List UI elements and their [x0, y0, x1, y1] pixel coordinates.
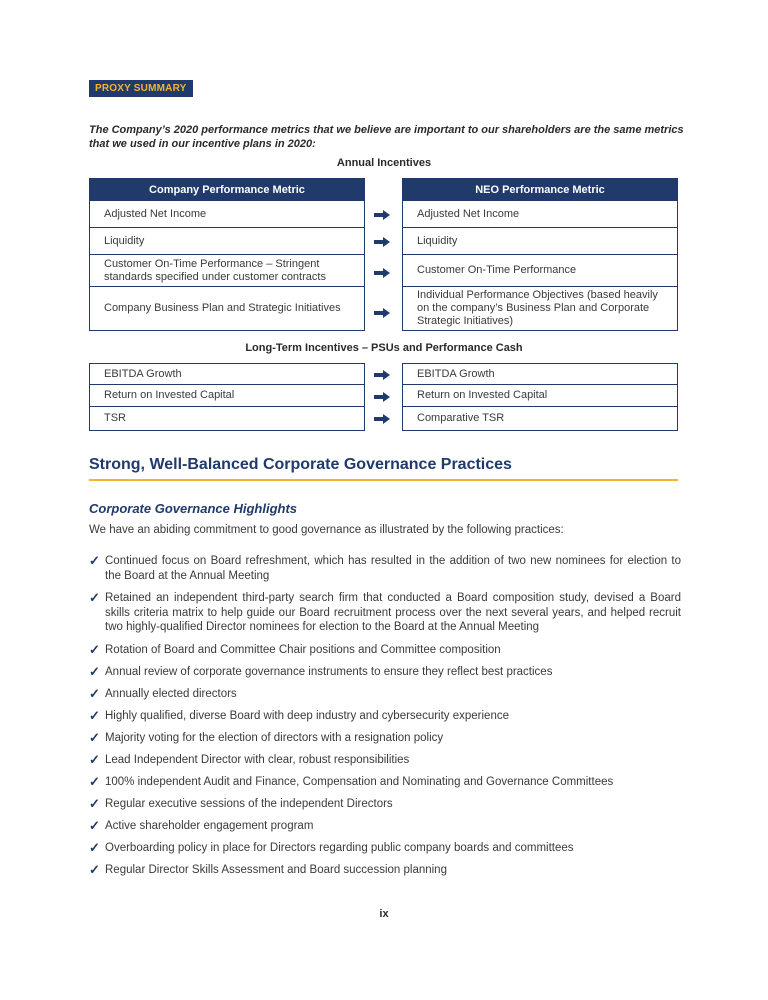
list-item [89, 554, 681, 583]
list-item-text: Rotation of Board and Committee Chair positions and Committee composition [105, 643, 501, 656]
company-metric-header: Company Performance Metric [89, 178, 365, 201]
long-term-company-cell: TSR [89, 407, 365, 431]
right-arrow-icon [374, 414, 390, 424]
list-item-text: Annually elected directors [105, 687, 237, 700]
list-item [89, 753, 681, 768]
checkmark-icon: ✓ [89, 641, 100, 657]
list-item-text: Regular Director Skills Assessment and Board succession planning [105, 863, 447, 876]
company-metric-cell: Company Business Plan and Strategic Initiatives [89, 287, 365, 331]
long-term-company-column [89, 363, 365, 431]
checkmark-icon: ✓ [89, 663, 100, 679]
list-item-text: Annual review of corporate governance instruments to ensure they reflect best practices [105, 665, 553, 678]
company-metric-column [89, 178, 365, 331]
annual-incentives-title: Annual Incentives [336, 157, 432, 169]
list-item-text: Highly qualified, diverse Board with deep industry and cybersecurity experience [105, 709, 509, 722]
checkmark-icon: ✓ [89, 553, 100, 568]
list-item-text: Continued focus on Board refreshment, which has resulted in the addition of two new nominees for election to the Board at the Annual Meeting [105, 555, 681, 582]
right-arrow-icon [374, 210, 390, 220]
long-term-company-cell: EBITDA Growth [89, 363, 365, 385]
list-item-text: Retained an independent third-party search firm that conducted a Board composition study, devised a Board skills criteria matrix to help guide our Board recruitment process over the next several years, and helped recruit two highly-qualified Director nominees for election to the Board at the Annual Meeting [105, 592, 681, 633]
company-metric-cell: Liquidity [89, 228, 365, 255]
neo-metric-cell: Adjusted Net Income [402, 201, 678, 228]
neo-metric-cell: Individual Performance Objectives (based heavily on the company’s Business Plan and Corporate Strategic Initiatives) [402, 287, 678, 331]
governance-lead: We have an abiding commitment to good governance as illustrated by the following practices: [89, 524, 564, 536]
governance-highlights-list [89, 554, 681, 877]
long-term-neo-cell: Comparative TSR [402, 407, 678, 431]
checkmark-icon: ✓ [89, 839, 100, 855]
list-item [89, 863, 681, 878]
right-arrow-icon [374, 392, 390, 402]
list-item [89, 731, 681, 746]
list-item-text: Overboarding policy in place for Directors regarding public company boards and committees [105, 841, 574, 854]
list-item [89, 841, 681, 856]
list-item [89, 665, 681, 680]
long-term-incentives-title: Long-Term Incentives – PSUs and Performance Cash [245, 342, 523, 354]
checkmark-icon: ✓ [89, 773, 100, 789]
intro-text: The Company’s 2020 performance metrics that we believe are important to our shareholders are the same metrics that we used in our incentive plans in 2020: [89, 124, 684, 150]
right-arrow-icon [374, 308, 390, 318]
list-item-text: 100% independent Audit and Finance, Compensation and Nominating and Governance Committees [105, 775, 614, 788]
checkmark-icon: ✓ [89, 795, 100, 811]
neo-metric-column [402, 178, 678, 331]
neo-metric-header: NEO Performance Metric [402, 178, 678, 201]
list-item-text: Active shareholder engagement program [105, 819, 314, 832]
governance-heading: Strong, Well-Balanced Corporate Governance Practices [89, 456, 678, 481]
checkmark-icon: ✓ [89, 707, 100, 723]
list-item [89, 709, 681, 724]
neo-metric-cell: Customer On-Time Performance [402, 255, 678, 287]
section-badge: PROXY SUMMARY [89, 80, 193, 97]
checkmark-icon: ✓ [89, 590, 100, 605]
list-item [89, 819, 681, 834]
page-number: ix [379, 908, 389, 920]
right-arrow-icon [374, 237, 390, 247]
governance-subheading: Corporate Governance Highlights [89, 501, 298, 516]
list-item-text: Majority voting for the election of directors with a resignation policy [105, 731, 444, 744]
list-item [89, 775, 681, 790]
checkmark-icon: ✓ [89, 817, 100, 833]
list-item [89, 643, 681, 658]
neo-metric-cell: Liquidity [402, 228, 678, 255]
company-metric-cell: Adjusted Net Income [89, 201, 365, 228]
right-arrow-icon [374, 370, 390, 380]
checkmark-icon: ✓ [89, 751, 100, 767]
list-item-text: Regular executive sessions of the independent Directors [105, 797, 393, 810]
company-metric-cell: Customer On-Time Performance – Stringent standards specified under customer contracts [89, 255, 365, 287]
checkmark-icon: ✓ [89, 685, 100, 701]
long-term-neo-cell: Return on Invested Capital [402, 385, 678, 407]
long-term-neo-column [402, 363, 678, 431]
list-item [89, 797, 681, 812]
long-term-company-cell: Return on Invested Capital [89, 385, 365, 407]
checkmark-icon: ✓ [89, 861, 100, 877]
list-item-text: Lead Independent Director with clear, robust responsibilities [105, 753, 410, 766]
list-item [89, 687, 681, 702]
long-term-neo-cell: EBITDA Growth [402, 363, 678, 385]
list-item [89, 591, 681, 635]
checkmark-icon: ✓ [89, 729, 100, 745]
right-arrow-icon [374, 268, 390, 278]
